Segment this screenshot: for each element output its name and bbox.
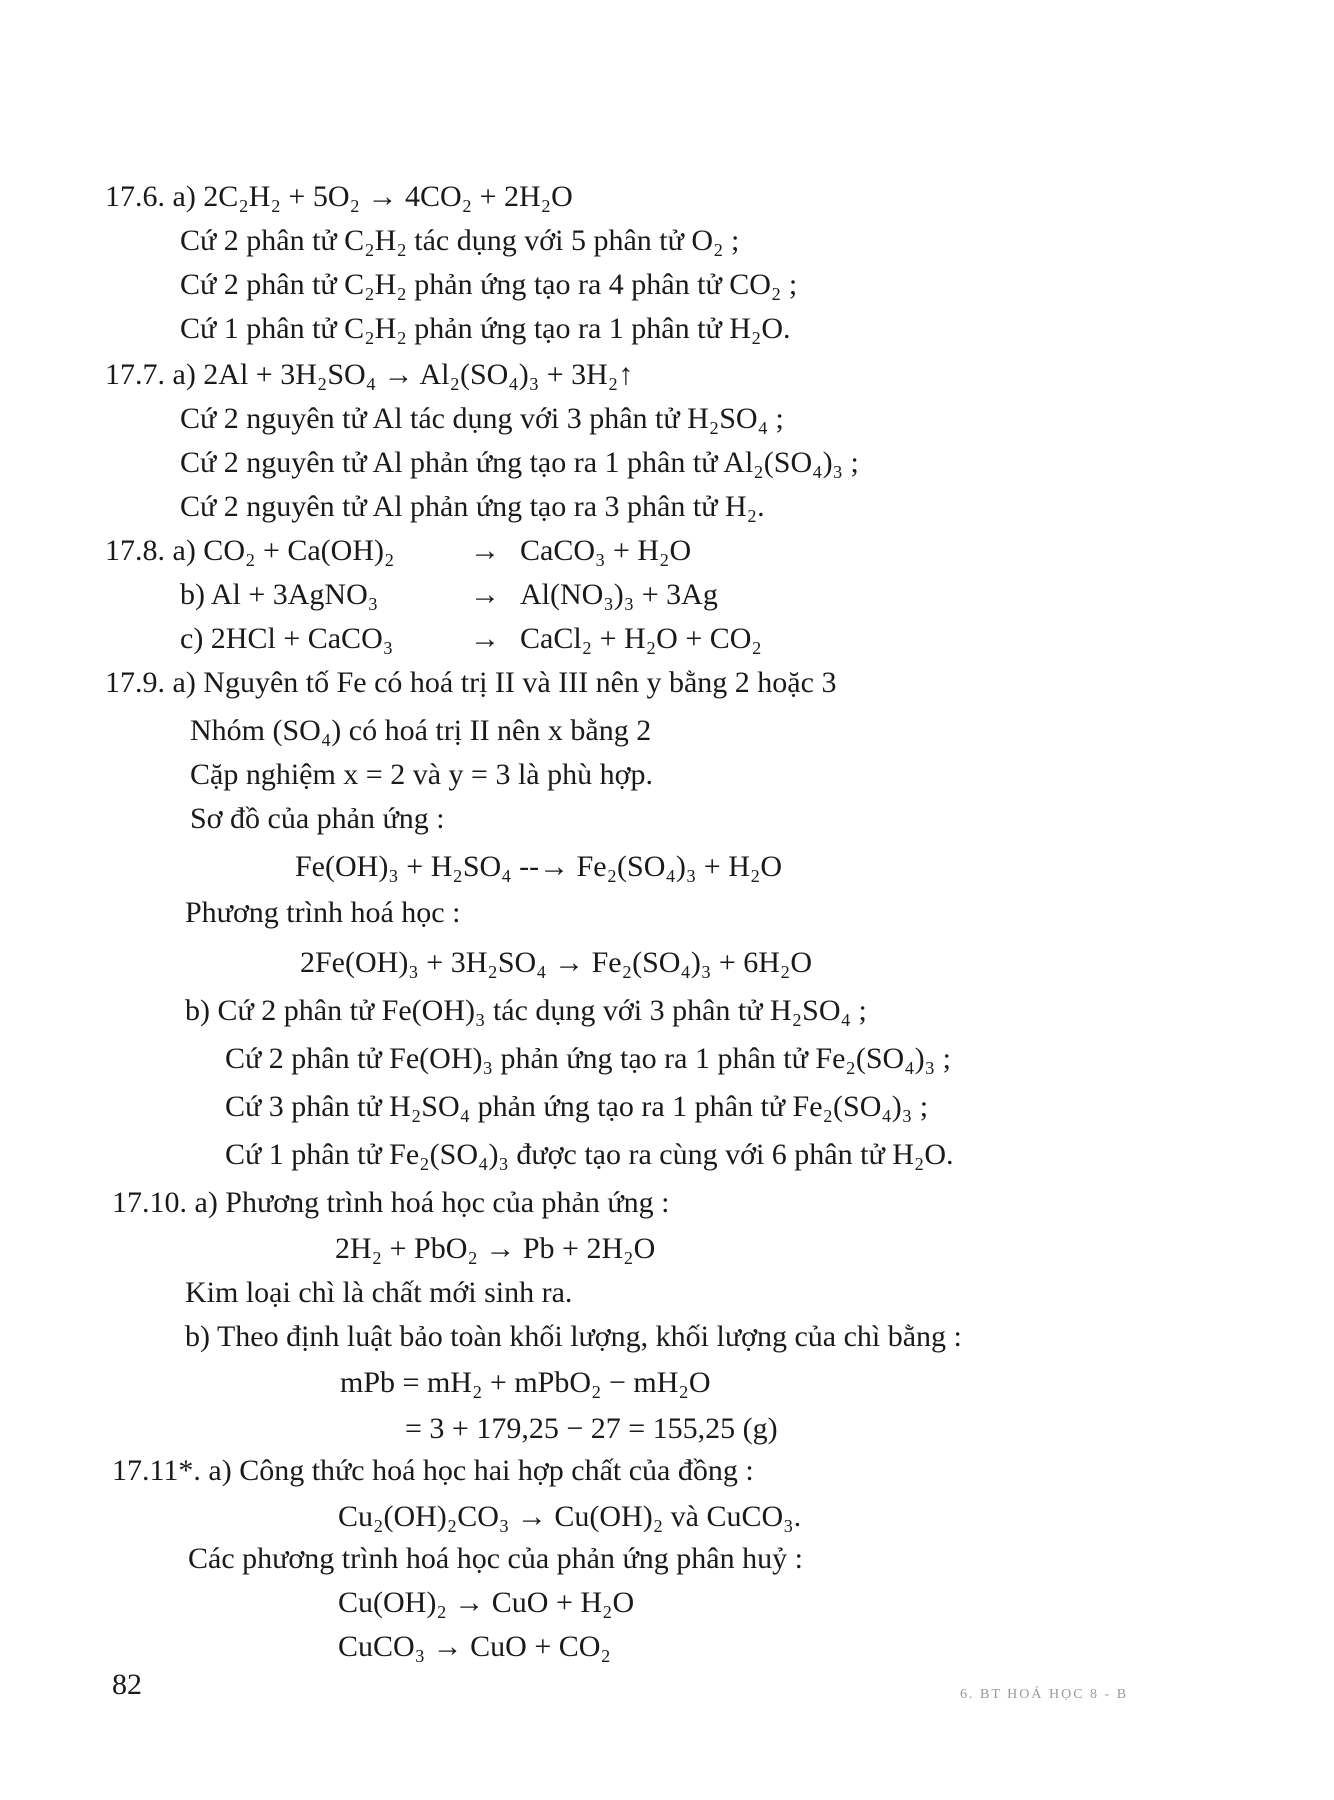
text-line: Sơ đồ của phản ứng : xyxy=(190,802,445,835)
answer-17-8-a-right: CaCO₃ + H₂O xyxy=(520,534,692,567)
text-line: Cứ 2 phân tử C₂H₂ phản ứng tạo ra 4 phân tử CO₂ ; xyxy=(180,268,798,301)
answer-17-11-a: 17.11*. a) Công thức hoá học hai hợp chất của đồng : xyxy=(112,1454,754,1487)
text-line: Các phương trình hoá học của phản ứng phân huỷ : xyxy=(188,1542,803,1575)
decomposition-equation: CuCO₃ → CuO + CO₂ xyxy=(338,1630,611,1663)
reaction-arrow: → xyxy=(470,534,500,567)
answer-17-8-a-left: 17.8. a) CO₂ + Ca(OH)₂ xyxy=(105,534,395,567)
text-line: Phương trình hoá học : xyxy=(185,896,461,929)
text-line: Cứ 2 phân tử C₂H₂ tác dụng với 5 phân tử O₂ ; xyxy=(180,224,740,257)
formula-line: Cu₂(OH)₂CO₃ → Cu(OH)₂ và CuCO₃. xyxy=(338,1500,802,1533)
decomposition-equation: Cu(OH)₂ → CuO + H₂O xyxy=(338,1586,635,1619)
answer-17-8-b-left: b) Al + 3AgNO₃ xyxy=(180,578,379,611)
footer-series-label: 6. BT HOÁ HỌC 8 - B xyxy=(960,1687,1129,1702)
text-line: Cứ 2 nguyên tử Al phản ứng tạo ra 3 phân tử H₂. xyxy=(180,490,765,523)
text-line: Cứ 2 nguyên tử Al phản ứng tạo ra 1 phân tử Al₂(SO₄)₃ ; xyxy=(180,446,859,479)
answer-17-7-equation: 17.7. a) 2Al + 3H₂SO₄ → Al₂(SO₄)₃ + 3H₂↑ xyxy=(105,358,634,391)
mass-result: = 3 + 179,25 − 27 = 155,25 (g) xyxy=(405,1412,778,1445)
text-line: Cứ 2 nguyên tử Al tác dụng với 3 phân tử H₂SO₄ ; xyxy=(180,402,784,435)
mass-formula: mPb = mH₂ + mPbO₂ − mH₂O xyxy=(340,1366,711,1399)
text-line: Cứ 3 phân tử H₂SO₄ phản ứng tạo ra 1 phân tử Fe₂(SO₄)₃ ; xyxy=(225,1090,929,1123)
text-line: Cặp nghiệm x = 2 và y = 3 là phù hợp. xyxy=(190,758,653,791)
text-line: Nhóm (SO₄) có hoá trị II nên x bằng 2 xyxy=(190,714,652,747)
text-line: Cứ 1 phân tử Fe₂(SO₄)₃ được tạo ra cùng với 6 phân tử H₂O. xyxy=(225,1138,954,1171)
page-number: 82 xyxy=(112,1668,142,1701)
text-line: Kim loại chì là chất mới sinh ra. xyxy=(185,1276,573,1309)
reaction-arrow: → xyxy=(470,622,500,655)
balanced-equation: 2Fe(OH)₃ + 3H₂SO₄ → Fe₂(SO₄)₃ + 6H₂O xyxy=(300,946,813,979)
answer-17-10-a: 17.10. a) Phương trình hoá học của phản ứng : xyxy=(112,1186,670,1219)
answer-17-9-a: 17.9. a) Nguyên tố Fe có hoá trị II và III nên y bằng 2 hoặc 3 xyxy=(105,666,837,699)
answer-17-8-c-left: c) 2HCl + CaCO₃ xyxy=(180,622,394,655)
text-line: b) Theo định luật bảo toàn khối lượng, khối lượng của chì bằng : xyxy=(185,1320,962,1353)
answer-17-8-b-right: Al(NO₃)₃ + 3Ag xyxy=(520,578,718,611)
balanced-equation: 2H₂ + PbO₂ → Pb + 2H₂O xyxy=(335,1232,656,1265)
answer-17-8-c-right: CaCl₂ + H₂O + CO₂ xyxy=(520,622,762,655)
reaction-arrow: → xyxy=(470,578,500,611)
text-line: Cứ 2 phân tử Fe(OH)₃ phản ứng tạo ra 1 phân tử Fe₂(SO₄)₃ ; xyxy=(225,1042,951,1075)
answer-17-6-equation: 17.6. a) 2C₂H₂ + 5O₂ → 4CO₂ + 2H₂O xyxy=(105,180,573,213)
reaction-scheme: Fe(OH)₃ + H₂SO₄ --→ Fe₂(SO₄)₃ + H₂O xyxy=(295,850,783,883)
text-line: Cứ 1 phân tử C₂H₂ phản ứng tạo ra 1 phân tử H₂O. xyxy=(180,312,791,345)
text-line: b) Cứ 2 phân tử Fe(OH)₃ tác dụng với 3 phân tử H₂SO₄ ; xyxy=(185,994,867,1027)
